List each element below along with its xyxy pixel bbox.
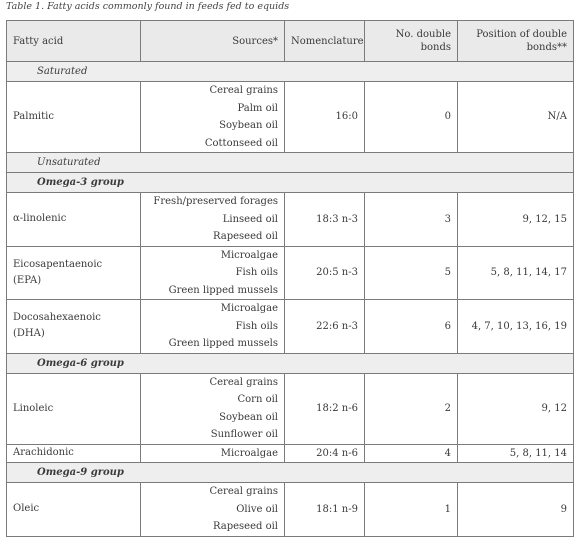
double-bonds-cell: 3 xyxy=(365,193,458,247)
source-item: Sunflower oil xyxy=(210,429,278,440)
group-label-saturated: Saturated xyxy=(7,62,574,82)
fatty-acid-name: α-linolenic xyxy=(7,193,141,247)
position-cell: 9, 12, 15 xyxy=(458,193,574,247)
source-item: Microalgae xyxy=(220,447,278,459)
source-item: Fish oils xyxy=(235,320,278,332)
sources-cell xyxy=(141,373,285,444)
fatty-acids-table xyxy=(6,20,574,537)
source-item: Soybean oil xyxy=(219,411,278,423)
source-item: Green lipped mussels xyxy=(168,338,278,349)
group-row-omega6 xyxy=(7,353,574,373)
table-row-dha xyxy=(7,300,574,354)
header-double-bonds: No. double bonds xyxy=(365,21,458,62)
source-item: Palm oil xyxy=(237,102,278,114)
table-row-alpha-linolenic xyxy=(7,193,574,247)
fatty-acid-name: Arachidonic xyxy=(7,444,141,463)
source-item: Fresh/preserved forages xyxy=(153,196,278,207)
fatty-acid-name xyxy=(7,246,141,300)
position-cell: 4, 7, 10, 13, 16, 19 xyxy=(458,300,574,354)
group-label-omega9: Omega-9 group xyxy=(7,463,574,483)
header-nomenclature: Nomenclature xyxy=(285,21,365,62)
position-cell: 5, 8, 11, 14 xyxy=(458,444,574,463)
sources-cell xyxy=(141,444,285,463)
source-item: Rapeseed oil xyxy=(212,231,278,242)
position-cell: 5, 8, 11, 14, 17 xyxy=(458,246,574,300)
sources-cell xyxy=(141,193,285,247)
table-row-linoleic xyxy=(7,373,574,444)
sources-cell xyxy=(141,300,285,354)
double-bonds-cell: 2 xyxy=(365,373,458,444)
double-bonds-cell: 4 xyxy=(365,444,458,463)
group-row-unsaturated xyxy=(7,153,574,173)
fatty-acid-name: Oleic xyxy=(7,483,141,537)
source-item: Cottonseed oil xyxy=(204,137,278,149)
source-item: Green lipped mussels xyxy=(168,284,278,296)
table-row-oleic xyxy=(7,483,574,537)
nomenclature-cell: 18:3 n-3 xyxy=(285,193,365,247)
source-item: Fish oils xyxy=(235,267,278,278)
group-row-omega3 xyxy=(7,173,574,193)
source-item: Cereal grains xyxy=(209,376,278,388)
group-row-omega9 xyxy=(7,463,574,483)
sources-cell xyxy=(141,483,285,537)
group-row-saturated xyxy=(7,62,574,82)
fatty-acid-name xyxy=(7,300,141,354)
table-row-arachidonic xyxy=(7,444,574,463)
double-bonds-cell: 6 xyxy=(365,300,458,354)
group-label-unsaturated: Unsaturated xyxy=(7,153,574,173)
table-row-epa xyxy=(7,246,574,300)
fatty-acid-name: Linoleic xyxy=(7,373,141,444)
double-bonds-cell: 0 xyxy=(365,82,458,153)
header-position: Position of double bonds** xyxy=(458,21,574,62)
source-item: Olive oil xyxy=(236,503,278,515)
header-sources: Sources* xyxy=(141,21,285,62)
header-row xyxy=(7,21,574,62)
table-caption: Table 1. Fatty acids commonly found in feeds fed to equids xyxy=(6,1,290,12)
source-item: Cereal grains xyxy=(209,486,278,497)
nomenclature-cell: 20:5 n-3 xyxy=(285,246,365,300)
fatty-acid-abbrev: (DHA) xyxy=(13,328,45,340)
sources-cell xyxy=(141,82,285,153)
fatty-acid-abbrev: (EPA) xyxy=(13,274,42,286)
nomenclature-cell: 20:4 n-6 xyxy=(285,444,365,463)
position-cell: 9 xyxy=(458,483,574,537)
nomenclature-cell: 18:2 n-6 xyxy=(285,373,365,444)
group-label-omega6: Omega-6 group xyxy=(7,353,574,373)
position-cell: N/A xyxy=(458,82,574,153)
source-item: Soybean oil xyxy=(219,120,278,131)
source-item: Corn oil xyxy=(237,394,278,405)
nomenclature-cell: 16:0 xyxy=(285,82,365,153)
fatty-acid-name: Palmitic xyxy=(7,82,141,153)
sources-cell xyxy=(141,246,285,300)
double-bonds-cell: 5 xyxy=(365,246,458,300)
source-item: Microalgae xyxy=(220,303,278,314)
group-label-omega3: Omega-3 group xyxy=(7,173,574,193)
double-bonds-cell: 1 xyxy=(365,483,458,537)
source-item: Microalgae xyxy=(220,249,278,261)
position-cell: 9, 12 xyxy=(458,373,574,444)
source-item: Cereal grains xyxy=(209,85,278,96)
nomenclature-cell: 22:6 n-3 xyxy=(285,300,365,354)
source-item: Rapeseed oil xyxy=(212,521,278,532)
fatty-acid-name-line: Eicosapentaenoic xyxy=(13,258,103,270)
fatty-acid-name-line: Docosahexaenoic xyxy=(13,312,101,324)
header-fatty-acid: Fatty acid xyxy=(7,21,141,62)
nomenclature-cell: 18:1 n-9 xyxy=(285,483,365,537)
source-item: Linseed oil xyxy=(222,213,278,225)
table-row-palmitic xyxy=(7,82,574,153)
